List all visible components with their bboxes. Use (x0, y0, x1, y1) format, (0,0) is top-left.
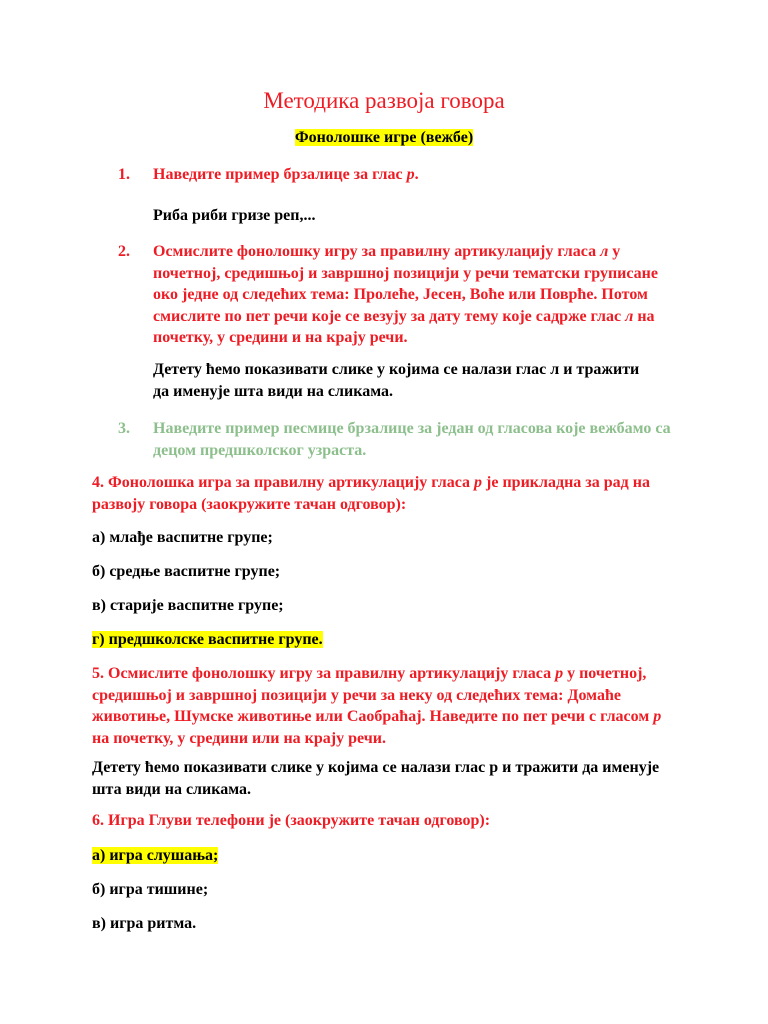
question-2-letter-a: л (600, 243, 609, 260)
question-3-number: 3. (118, 420, 130, 437)
question-2-text-b: у почетној, средишњој и завршној позицији у речи тематски груписане око једне од следећих тема: Пролеће, Јесен, Воће или Поврће. Потом смислите по пет речи које се везују за дату тему које садрже глас (153, 243, 658, 325)
question-5-text-b: у почетној, средишњој и завршној позицији у речи за неку од следећих тема: Домаће животиње, Шумске животиње или Саобраћај. Наведите по пет речи с гласом (92, 665, 654, 725)
answer-5: Детету ћемо показивати слике у којима се налази глас р и тражити да именује шта види на сликама. (92, 759, 660, 798)
question-6-option-c: в) игра ритма. (92, 915, 197, 932)
question-1-text (153, 164, 678, 186)
question-4-text-a: 4. Фонолошка игра за правилну артикулацију гласа (92, 474, 475, 491)
answer-1: Риба риби гризе реп,... (153, 207, 316, 224)
question-2-number: 2. (118, 243, 130, 260)
question-6-option-b: б) игра тишине; (92, 881, 209, 898)
question-5-text-a: 5. Осмислите фонолошку игру за правилну артикулацију гласа (92, 665, 556, 682)
correct-answer-highlight: г) предшколске васпитне групе. (92, 631, 323, 648)
subtitle (0, 129, 768, 147)
question-4-option-c: в) старије васпитне групе; (92, 597, 284, 614)
question-5-letter-a: р (555, 665, 564, 682)
question-5-text-c: на почетку, у средини или на крају речи. (92, 729, 386, 747)
question-1-text-b: . (414, 166, 419, 183)
question-2-text-c: на почетку, у средини и на крају речи. (153, 307, 655, 346)
subtitle-highlight: Фонолошке игре (вежбе) (294, 129, 474, 146)
question-4-letter: р (474, 474, 483, 491)
question-4 (92, 472, 682, 515)
question-1-letter: р (406, 166, 415, 183)
document-title: Методика развоја говора (263, 88, 505, 113)
question-1-text-a: Наведите пример брзалице за глас (153, 166, 407, 183)
question-2-letter-b: л (625, 307, 634, 325)
question-1-number: 1. (118, 166, 130, 183)
question-2-text (153, 241, 678, 349)
answer-2: Детету ћемо показивати слике у којима се налази глас л и тражити да именује шта види на сликама. (153, 361, 640, 400)
question-4-option-a: а) млађе васпитне групе; (92, 529, 273, 546)
question-4-text-b: је прикладна за рад на развоју говора (заокружите тачан одговор): (92, 474, 650, 513)
question-2-text-a: Осмислите фонолошку игру за правилну артикулацију гласа (153, 243, 601, 260)
question-3-text: Наведите пример песмице брзалице за један од гласова које вежбамо са децом предшколског узраста. (153, 420, 671, 459)
correct-answer-highlight: а) игра слушања; (92, 847, 219, 864)
question-5-letter-b: р (653, 708, 662, 725)
question-6-option-a (92, 845, 682, 867)
question-6: 6. Игра Глуви телефони је (заокружите тачан одговор): (92, 812, 491, 829)
question-5 (92, 663, 682, 749)
question-4-option-d (92, 629, 682, 651)
question-4-option-b: б) средње васпитне групе; (92, 563, 281, 580)
